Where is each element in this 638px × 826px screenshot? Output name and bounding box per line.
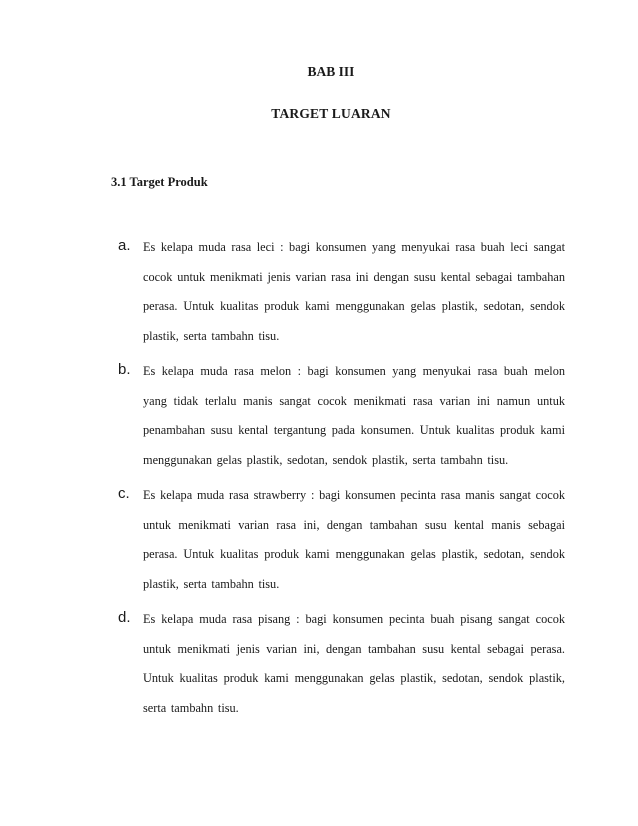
list-item — [118, 605, 565, 723]
target-product-list — [118, 235, 565, 731]
list-item — [118, 233, 565, 351]
section-heading: 3.1 Target Produk — [111, 175, 208, 189]
list-marker: d. — [118, 609, 131, 626]
list-marker: a. — [118, 237, 131, 254]
list-marker: c. — [118, 485, 130, 502]
chapter-title: TARGET LUARAN — [271, 106, 391, 121]
list-item-text: Es kelapa muda rasa leci : bagi konsumen yang menyukai rasa buah leci sangat cocok untuk menikmati jenis varian rasa ini dengan susu kental sebagai tambahan perasa. Untuk kualitas produk kami menggunakan gelas plastik, sedotan, sendok plastik, serta tambahn tisu. — [143, 240, 565, 343]
list-item-text: Es kelapa muda rasa melon : bagi konsumen yang menyukai rasa buah melon yang tidak terlalu manis sangat cocok menikmati rasa varian ini namun untuk penambahan susu kental tergantung pada konsumen. Untuk kualitas produk kami menggunakan gelas plastik, sedotan, sendok plastik, serta tambahn tisu. — [143, 364, 565, 467]
list-marker: b. — [118, 361, 131, 378]
chapter-number: BAB III — [307, 64, 355, 79]
list-item — [118, 357, 565, 475]
list-item-text: Es kelapa muda rasa pisang : bagi konsumen pecinta buah pisang sangat cocok untuk menikmati jenis varian ini, dengan tambahan susu kental sebagai perasa. Untuk kualitas produk kami menggunakan gelas plastik, sedotan, sendok plastik, serta tambahn tisu. — [143, 612, 565, 715]
list-item-text: Es kelapa muda rasa strawberry : bagi konsumen pecinta rasa manis sangat cocok untuk menikmati varian rasa ini, dengan tambahan susu kental manis sebagai perasa. Untuk kualitas produk kami menggunakan gelas plastik, sedotan, sendok plastik, serta tambahn tisu. — [143, 488, 565, 591]
list-item — [118, 481, 565, 599]
